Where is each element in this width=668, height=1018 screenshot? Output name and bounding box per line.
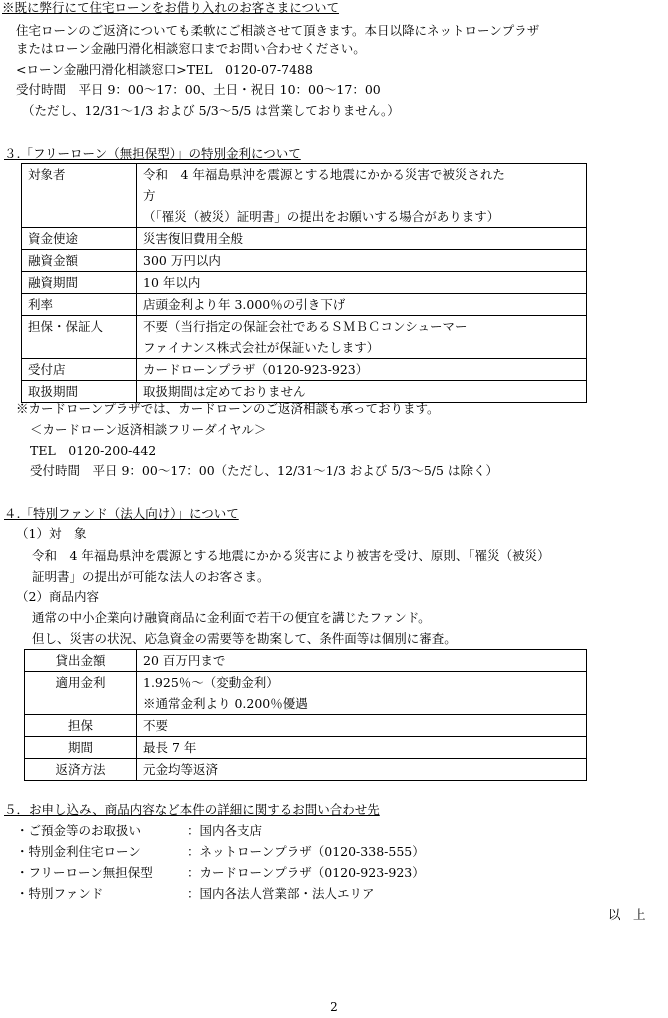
- fund-target-text: 令和 4 年福島県沖を震源とする地震にかかる災害により被害を受け、原則、「罹災（被災）: [32, 548, 550, 563]
- page-number: 2: [330, 1000, 338, 1014]
- table-row: [25, 672, 587, 715]
- contact-label: ・特別金利住宅ローン: [16, 844, 141, 859]
- existing-text-line: 住宅ローンのご返済についても柔軟にご相談させて頂きます。本日以降にネットローンプラザ: [16, 23, 540, 38]
- row-label: 適用金利: [25, 672, 137, 715]
- row-label: 期間: [25, 737, 137, 759]
- existing-note-line: （ただし、12/31～1/3 および 5/3～5/5 は営業しておりません。）: [22, 103, 400, 118]
- row-label: 担保: [25, 715, 137, 737]
- contact-value: ：国内各支店: [187, 823, 263, 838]
- fund-table: [24, 649, 587, 781]
- fund-content-text: 通常の中小企業向け融資商品に金利面で若干の便宜を講じたファンド。: [32, 610, 431, 625]
- table-row: [22, 359, 587, 381]
- row-label: 担保・保証人: [22, 316, 137, 359]
- row-value: カードローンプラザ（0120-923-923）: [137, 359, 587, 381]
- table-row: [22, 294, 587, 316]
- row-label: 返済方法: [25, 759, 137, 781]
- existing-customers-heading: ※既に弊行にて住宅ローンをお借り入れのお客さまについて: [2, 0, 340, 15]
- fund-content-text: 但し、災害の状況、応急資金の需要等を勘案して、条件面等は個別に審査。: [32, 631, 457, 646]
- fund-content-label: （2）商品内容: [16, 589, 99, 604]
- row-value: 取扱期間は定めておりません: [137, 381, 587, 403]
- contact-label: ・ご預金等のお取扱い: [16, 823, 142, 838]
- row-label: 受付店: [22, 359, 137, 381]
- existing-hours-line: 受付時間 平日 9：00～17：00、土日・祝日 10：00～17：00: [16, 82, 381, 97]
- cardloan-dial-title: ＜カードローン返済相談フリーダイヤル＞: [30, 422, 267, 437]
- contact-label: ・フリーローン無担保型: [16, 865, 153, 880]
- cardloan-note: ※カードローンプラザでは、カードローンのご返済相談も承っております。: [16, 401, 440, 416]
- row-value: 店頭金利より年 3.000％の引き下げ: [137, 294, 587, 316]
- fund-target-label: （1）対 象: [16, 526, 87, 541]
- row-value: 元金均等返済: [137, 759, 587, 781]
- table-row: [25, 759, 587, 781]
- row-label: 取扱期間: [22, 381, 137, 403]
- table-row: [22, 316, 587, 359]
- row-label: 融資金額: [22, 250, 137, 272]
- section4-heading: ４.「特別ファンド（法人向け）」について: [4, 506, 239, 521]
- row-label: 資金使途: [22, 228, 137, 250]
- table-row: [25, 650, 587, 672]
- section5-heading: ５．お申し込み、商品内容など本件の詳細に関するお問い合わせ先: [4, 802, 380, 817]
- cardloan-hours: 受付時間 平日 9：00～17：00（ただし、12/31～1/3 および 5/3～5/5 は除く）: [30, 463, 498, 478]
- row-label: 利率: [22, 294, 137, 316]
- closing-mark: 以 上: [608, 907, 646, 922]
- contact-value: ：国内各法人営業部・法人エリア: [187, 886, 375, 901]
- cardloan-tel: TEL 0120-200-442: [30, 443, 157, 458]
- fund-target-text: 証明書」の提出が可能な法人のお客さま。: [32, 569, 270, 584]
- contact-label: ・特別ファンド: [16, 886, 104, 901]
- row-value: 10 年以内: [137, 272, 587, 294]
- table-row: [25, 737, 587, 759]
- row-value: 最長 7 年: [137, 737, 587, 759]
- table-row: [22, 164, 587, 228]
- contact-value: ：ネットローンプラザ（0120-338-555）: [187, 844, 425, 859]
- table-row: [22, 272, 587, 294]
- freeloan-table: [21, 163, 587, 403]
- existing-text-line: またはローン金融円滑化相談窓口までお問い合わせください。: [16, 41, 366, 56]
- contact-value: ：カードローンプラザ（0120-923-923）: [187, 865, 425, 880]
- existing-contact-line: <ローン金融円滑化相談窓口>TEL 0120-07-7488: [16, 62, 313, 77]
- table-row: [25, 715, 587, 737]
- row-value: 1.925％～（変動金利） ※通常金利より 0.200％優遇: [137, 672, 587, 715]
- section3-heading: ３.「フリーローン（無担保型）」の特別金利について: [4, 146, 301, 161]
- row-label: 融資期間: [22, 272, 137, 294]
- row-label: 対象者: [22, 164, 137, 228]
- table-row: [22, 250, 587, 272]
- row-label: 貸出金額: [25, 650, 137, 672]
- row-value: 不要（当行指定の保証会社であるＳＭＢＣコンシューマー ファイナンス株式会社が保証いたします）: [137, 316, 587, 359]
- row-value: 20 百万円まで: [137, 650, 587, 672]
- row-value: 災害復旧費用全般: [137, 228, 587, 250]
- row-value: 不要: [137, 715, 587, 737]
- table-row: [22, 228, 587, 250]
- row-value: 300 万円以内: [137, 250, 587, 272]
- row-value: 令和 4 年福島県沖を震源とする地震にかかる災害で被災された 方 （「罹災（被災）証明書」の提出をお願いする場合があります）: [137, 164, 587, 228]
